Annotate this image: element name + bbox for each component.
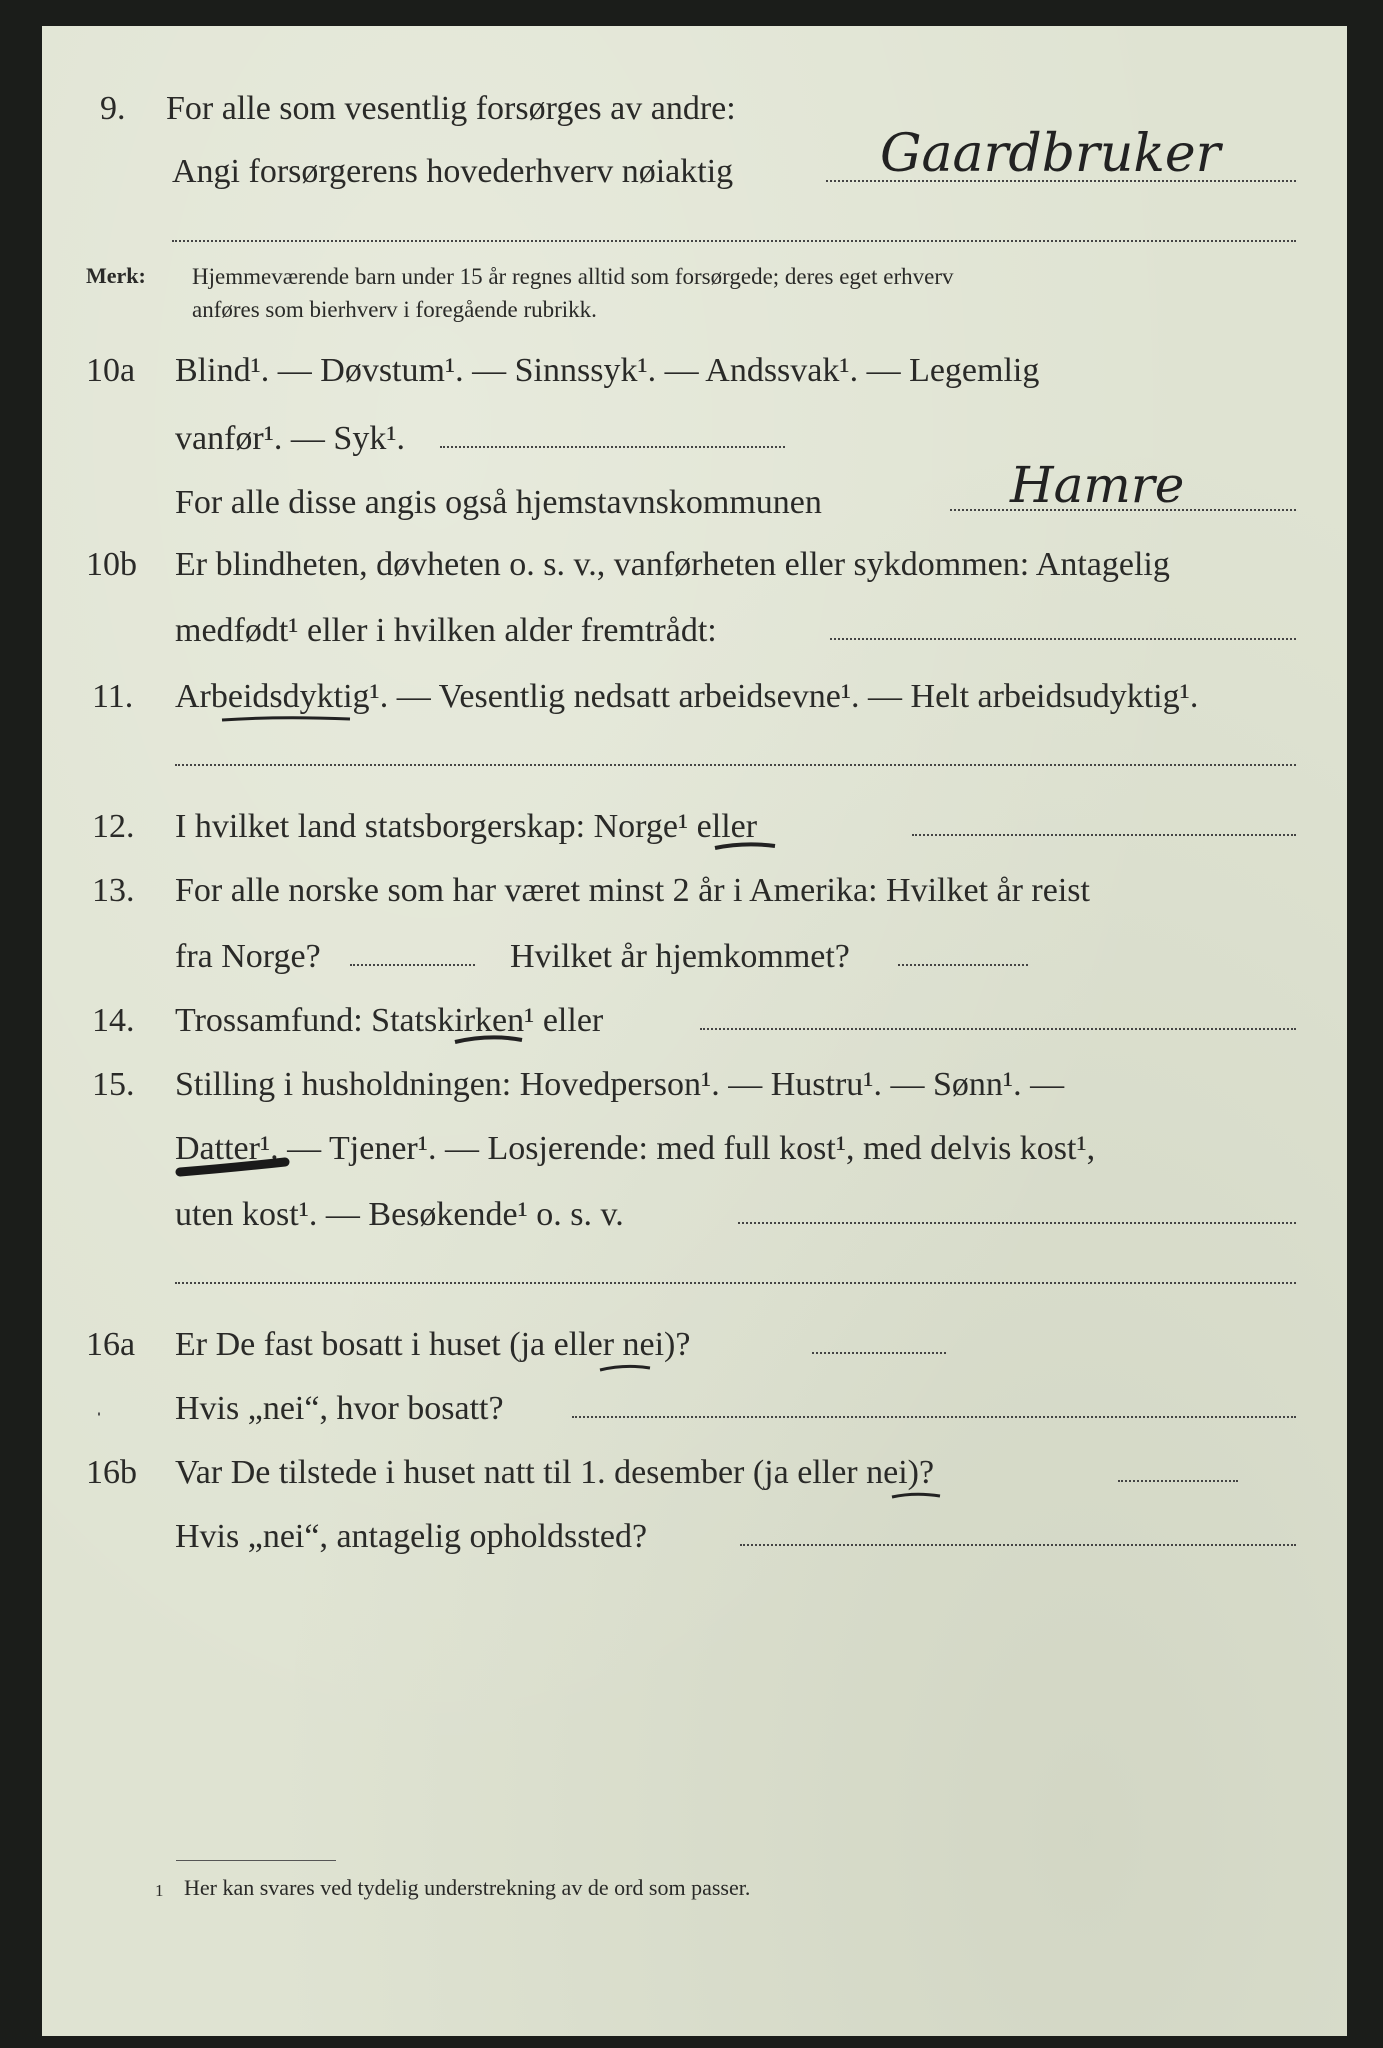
q10a-line3: For alle disse angis også hjemstavnskommunen — [175, 484, 822, 521]
q12-line1: I hvilket land statsborgerskap: Norge¹ eller — [175, 808, 758, 845]
merk-line1: Hjemmeværende barn under 15 år regnes alltid som forsørgede; deres eget erhverv — [192, 264, 954, 289]
q16b-line1: Var De tilstede i huset natt til 1. desember (ja eller nei)? — [175, 1454, 935, 1491]
q15-line2: Datter¹. — Tjener¹. — Losjerende: med full kost¹, med delvis kost¹, — [175, 1130, 1096, 1167]
q9-line1: For alle som vesentlig forsørges av andre: — [166, 90, 736, 127]
q10a-handwritten-answer: Hamre — [1010, 456, 1185, 514]
underline-ja-16a — [600, 1366, 650, 1370]
q10a-line2: vanfør¹. — Syk¹. — [175, 420, 406, 457]
underline-norge — [715, 844, 775, 848]
q15-line1: Stilling i husholdningen: Hovedperson¹. — Hustru¹. — Sønn¹. — — [175, 1066, 1065, 1103]
q16a-number: 16a — [86, 1326, 136, 1363]
q13-line1: For alle norske som har været minst 2 år i Amerika: Hvilket år reist — [175, 872, 1090, 909]
q15-number: 15. — [92, 1066, 135, 1103]
q16a-line1: Er De fast bosatt i huset (ja eller nei)? — [175, 1326, 691, 1363]
q10b-number: 10b — [86, 546, 137, 583]
q9-number: 9. — [100, 90, 126, 127]
merk-label: Merk: — [86, 263, 146, 288]
q16a-line2: Hvis „nei“, hvor bosatt? — [175, 1390, 504, 1427]
q9-line2: Angi forsørgerens hovederhverv nøiaktig — [172, 153, 734, 190]
q11-number: 11. — [92, 678, 134, 715]
q12-number: 12. — [92, 808, 135, 845]
q9-handwritten-answer: Gaardbruker — [880, 124, 1221, 184]
q13-line2b: Hvilket år hjemkommet? — [510, 938, 850, 975]
q10b-line2: medfødt¹ eller i hvilken alder fremtrådt: — [175, 612, 717, 649]
footnote-mark: 1 — [155, 1881, 164, 1900]
q11-line1: Arbeidsdyktig¹. — Vesentlig nedsatt arbeidsevne¹. — Helt arbeidsudyktig¹. — [175, 678, 1199, 715]
q16b-number: 16b — [86, 1454, 137, 1491]
q14-line1: Trossamfund: Statskirken¹ eller — [175, 1002, 604, 1039]
q16b-line2: Hvis „nei“, antagelig opholdssted? — [175, 1518, 648, 1555]
underline-statskirken — [455, 1037, 522, 1042]
q10a-line1: Blind¹. — Døvstum¹. — Sinnssyk¹. — Andssvak¹. — Legemlig — [175, 352, 1040, 389]
underline-datter — [180, 1162, 285, 1172]
footnote-text: Her kan svares ved tydelig understrekning av de ord som passer. — [184, 1875, 751, 1900]
q13-number: 13. — [92, 872, 135, 909]
q13-line2a: fra Norge? — [175, 938, 321, 975]
q14-number: 14. — [92, 1002, 135, 1039]
q10a-number: 10a — [86, 352, 136, 389]
merk-line2: anføres som bierhverv i foregående rubrikk. — [192, 297, 597, 322]
underline-arbeidsdyktig — [222, 718, 350, 720]
q10b-line1: Er blindheten, døvheten o. s. v., vanførheten eller sykdommen: Antagelig — [175, 546, 1170, 583]
underline-ja-16b — [892, 1494, 940, 1497]
q15-line3: uten kost¹. — Besøkende¹ o. s. v. — [175, 1196, 624, 1233]
